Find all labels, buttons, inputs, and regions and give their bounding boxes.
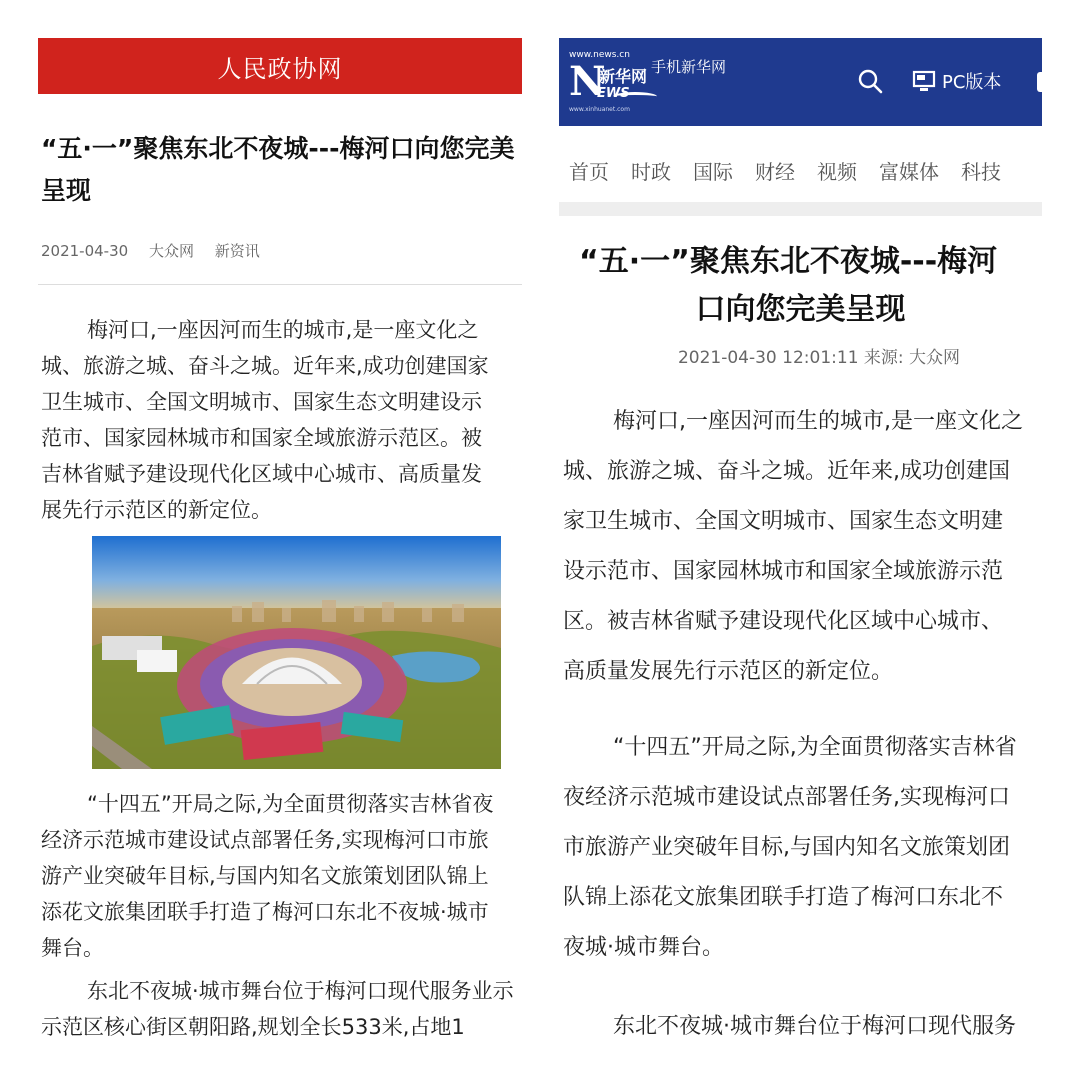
nav-item[interactable]: 富媒体	[879, 160, 939, 184]
header-subtitle: 手机新华网	[651, 58, 727, 76]
source-link[interactable]: 大众网	[148, 242, 194, 260]
text-line: 示范区核心街区朝阳路,规划全长533米,占地1	[41, 1015, 465, 1039]
text-line: 夜经济示范城市建设试点部署任务,实现梅河口	[563, 785, 1010, 810]
text-line: 东北不夜城·城市舞台位于梅河口现代服务	[613, 1014, 1016, 1039]
divider	[38, 284, 522, 285]
paragraph-1	[563, 397, 1042, 697]
text-line: 城、旅游之城、奋斗之城。近年来,成功创建国家	[41, 354, 489, 378]
article-title	[559, 238, 1042, 334]
nav-item[interactable]: 首页	[569, 160, 609, 184]
text-line: 区。被吉林省赋予建设现代化区域中心城市、	[563, 609, 1004, 634]
text-line: 梅河口,一座因河而生的城市,是一座文化之	[87, 318, 479, 342]
nav-divider	[559, 202, 1042, 216]
paragraph-3	[41, 973, 522, 1045]
nav-item[interactable]: 科技	[961, 160, 1001, 184]
text-line: 游产业突破年目标,与国内知名文旅策划团队锦上	[41, 864, 489, 888]
article-title	[41, 128, 522, 212]
text-line: 吉林省赋予建设现代化区域中心城市、高质量发	[41, 462, 482, 486]
title-line: “五·一”聚焦东北不夜城---梅河	[579, 244, 998, 279]
paragraph-2	[563, 723, 1042, 973]
left-article-panel	[38, 0, 522, 1080]
text-line: 队锦上添花文旅集团联手打造了梅河口东北不	[563, 885, 1004, 910]
text-line: 家卫生城市、全国文明城市、国家生态文明建	[563, 509, 1004, 534]
text-line: 舞台。	[41, 936, 104, 960]
text-line: 东北不夜城·城市舞台位于梅河口现代服务业示	[87, 979, 514, 1003]
text-line: 梅河口,一座因河而生的城市,是一座文化之	[613, 409, 1023, 434]
logo-cn-text: 新华网	[599, 67, 648, 86]
pc-version-button[interactable]	[912, 68, 1001, 94]
category-link[interactable]: 新资讯	[214, 242, 260, 260]
text-line: 展先行示范区的新定位。	[41, 498, 272, 522]
article-meta: 2021-04-30 12:01:11 来源: 大众网	[677, 348, 961, 368]
article-photo	[92, 536, 501, 769]
title-line: 口向您完美呈现	[695, 292, 906, 327]
site-header[interactable]	[38, 38, 522, 94]
text-line: 经济示范城市建设试点部署任务,实现梅河口市旅	[41, 828, 489, 852]
title-line: 呈现	[41, 176, 92, 205]
text-line: 卫生城市、全国文明城市、国家生态文明建设示	[41, 390, 482, 414]
logo-sub-text: www.xinhuanet.com	[569, 106, 630, 113]
nav-item[interactable]: 国际	[693, 160, 733, 184]
text-line: 高质量发展先行示范区的新定位。	[563, 659, 894, 684]
xinhua-logo[interactable]	[569, 50, 651, 114]
title-line: “五·一”聚焦东北不夜城---梅河口向您完美	[41, 134, 515, 163]
logo-letters: EWS	[597, 86, 630, 101]
nav-item[interactable]: 时政	[631, 160, 671, 184]
paragraph-1	[41, 312, 522, 528]
text-line: “十四五”开局之际,为全面贯彻落实吉林省夜	[87, 792, 494, 816]
monitor-icon	[912, 69, 936, 93]
text-line: 范市、国家园林城市和国家全域旅游示范区。被	[41, 426, 482, 450]
text-line: “十四五”开局之际,为全面贯彻落实吉林省	[613, 735, 1017, 760]
nav-bar	[569, 156, 1023, 185]
menu-edge-icon[interactable]	[1037, 72, 1042, 92]
text-line: 城、旅游之城、奋斗之城。近年来,成功创建国	[563, 459, 1010, 484]
site-header	[559, 38, 1042, 126]
search-icon[interactable]	[857, 68, 883, 94]
paragraph-3	[563, 1002, 1042, 1052]
nav-item[interactable]: 视频	[817, 160, 857, 184]
right-article-panel	[559, 0, 1042, 1080]
text-line: 添花文旅集团联手打造了梅河口东北不夜城·城市	[41, 900, 489, 924]
pc-version-label: PC版本	[942, 72, 1002, 93]
aerial-city-photo	[92, 536, 501, 769]
logo-letter: N	[569, 58, 606, 105]
site-name: 人民政协网	[217, 54, 343, 83]
nav-item[interactable]: 财经	[755, 160, 795, 184]
publish-date: 2021-04-30	[41, 242, 129, 260]
logo-swoosh	[613, 92, 657, 101]
text-line: 夜城·城市舞台。	[563, 935, 724, 960]
text-line: 市旅游产业突破年目标,与国内知名文旅策划团	[563, 835, 1010, 860]
paragraph-2	[41, 786, 522, 966]
text-line: 设示范市、国家园林城市和国家全域旅游示范	[563, 559, 1004, 584]
article-meta	[41, 240, 276, 261]
logo-site-text: www.news.cn	[569, 50, 630, 60]
